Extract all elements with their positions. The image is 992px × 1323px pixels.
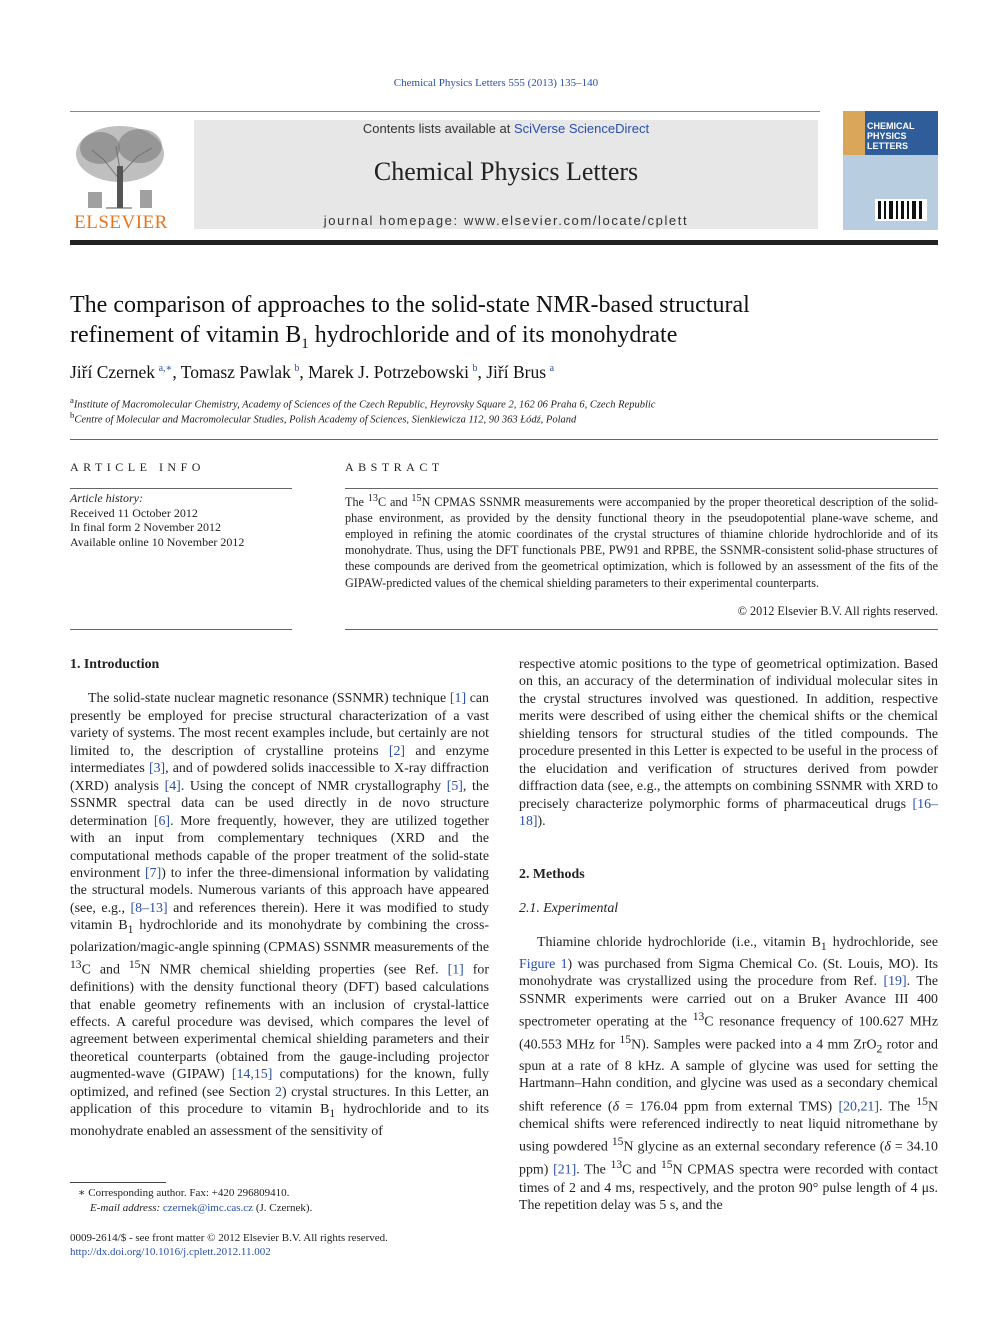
subsection-heading-experimental: 2.1. Experimental [519, 900, 619, 916]
cover-title: CHEMICAL PHYSICS LETTERS [867, 121, 915, 151]
sciencedirect-link[interactable]: SciVerse ScienceDirect [513, 121, 650, 136]
article-history [70, 491, 292, 549]
author-name[interactable]: Tomasz Pawlak [180, 362, 291, 382]
journal-homepage[interactable]: journal homepage: www.elsevier.com/locate/cplett [323, 213, 689, 228]
elsevier-tree-icon [70, 120, 172, 212]
section-heading-methods: 2. Methods [519, 866, 585, 882]
ref-link[interactable]: [8–13] [130, 900, 168, 916]
received-date: Received 11 October 2012 [70, 505, 198, 520]
ref-link[interactable]: [3] [148, 761, 166, 777]
abstract-heading: ABSTRACT [345, 460, 444, 474]
final-form-date: In final form 2 November 2012 [70, 520, 221, 534]
author-affiliation-mark[interactable]: a,∗ [158, 363, 173, 375]
contents-line [194, 121, 818, 136]
ref-link[interactable]: [7] [145, 865, 162, 881]
email-line: E-mail address: czernek@imc.cas.cz (J. Czernek). [90, 1202, 313, 1214]
header-top-rule [70, 111, 820, 112]
article-title [70, 290, 930, 359]
section-heading-introduction: 1. Introduction [70, 657, 160, 672]
ref-link[interactable]: [21] [553, 1163, 577, 1179]
footnote-rule [70, 1182, 166, 1183]
ref-link[interactable]: [19] [883, 974, 907, 990]
publication-info [70, 1231, 490, 1259]
ref-link[interactable]: [6] [153, 813, 171, 829]
author-affiliation-mark[interactable]: a [549, 363, 555, 375]
ref-link[interactable]: [16–18] [519, 796, 938, 830]
journal-name: Chemical Physics Letters [373, 157, 639, 186]
ref-link[interactable]: [1] [447, 962, 464, 978]
journal-cover-thumbnail[interactable] [843, 111, 938, 230]
divider [345, 488, 938, 489]
ref-link[interactable]: [20,21] [838, 1099, 879, 1115]
author-list: Jiří Czernek $^{a,∗}$, Tomasz Pawlak $^b$, Marek J. Potrzebowski $^b$, Jiří Brus $^a$ [70, 362, 555, 382]
author-affiliation-mark[interactable]: b [294, 363, 300, 375]
abstract-body: The $^{13}$C and $^{15}$N CPMAS SSNMR measurements were accompanied by the proper theoretical description of the solid-phase environment, as provided by the density functional theory in the pseudopotential plane-wave scheme, and employed in refining the atomic coordinates of the crystal structures of thiamine chloride hydrochloride and of its monohydrate. Thus, using the DFT functionals PBE, PW91 and RPBE, the SSNMR-consistent solid-phase structures of these compounds are derived from the geometrical optimization, which is followed by an assessment of the fits of the GIPAW-predicted values of the chemical shielding parameters to their experimental counterparts. [345, 493, 939, 590]
history-label: Article history: [70, 491, 143, 505]
intro-paragraph: The solid-state nuclear magnetic resonance (SSNMR) technique [1] can presently be employed for precise structural characterization of a vast variety of systems. The most recent examples include, but certainly are not limited to, the description of crystalline proteins [2] and enzyme intermediates [3], and of powdered solids inaccessible to X-ray diffraction (XRD) analysis [4]. Using the concept of NMR crystallography [5], the SSNMR spectral data can be used directly in de novo structure determination [6]. More frequently, however, they are utilized together with an input from complementary techniques (XRD and the computational methods capable of the proper treatment of the solid-state environment [7]) to infer the three-dimensional information by validating the structural models. Numerous variants of this approach have appeared (see, e.g., [8–13] and references therein). Here it was modified to study vitamin $B_1$ hydrochloride and its monohydrate by combining the cross-polarization/magic-angle spinning (CPMAS) SSNMR measurements of the $^{13}$C and $^{15}$N NMR chemical shielding properties (see Ref. [1] for definitions) with the density functional theory (DFT) based calculations that enable geometry refinements with an inclusion of crystal-lattice effects. A careful procedure was devised, which compares the level of agreement between experimental chemical shielding parameters and their theoretical counterparts (obtained from the gauge-including projector augmented-wave (GIPAW) [14,15] computations) for the known, fully optimized, and refined (see Section 2) crystal structures. In this Letter, an application of this procedure to vitamin $B_1$ hydrochloride and to its monohydrate enabled an assessment of the sensitivity of [70, 691, 490, 1139]
body-column-left [70, 656, 489, 1140]
elsevier-wordmark: ELSEVIER [74, 212, 168, 233]
affiliation-b: $^b$Centre of Molecular and Macromolecular Studies, Polish Academy of Sciences, Sienkiewicza 112, 90 363 Łódź, Poland [70, 410, 577, 426]
divider [70, 488, 292, 489]
cover-barcode-icon [875, 191, 927, 221]
divider [70, 439, 938, 440]
header-bottom-bar [70, 240, 938, 245]
online-date: Available online 10 November 2012 [70, 534, 245, 549]
author-name[interactable]: Marek J. Potrzebowski [308, 362, 469, 382]
ref-link[interactable]: [1] [449, 691, 467, 707]
corresponding-author-footnote [70, 1186, 490, 1216]
affiliation-a: $^a$Institute of Macromolecular Chemistry, Academy of Sciences of the Czech Republic, Heyrovsky Square 2, 162 06 Praha 6, Czech Republic [70, 395, 656, 411]
doi-link[interactable]: http://dx.doi.org/10.1016/j.cplett.2012.11.002 [70, 1246, 271, 1258]
experimental-paragraph: Thiamine chloride hydrochloride (i.e., vitamin $B_1$ hydrochloride, see Figure 1) was purchased from Sigma Chemical Co. (St. Louis, MO). Its monohydrate was crystallized using the procedure from Ref. [19]. The SSNMR experiments were carried out on a Bruker Avance III 400 spectrometer operating at the $^{13}$C resonance frequency of 100.627 MHz (40.553 MHz for $^{15}$N). Samples were packed into a 4 mm ZrO$_2$ rotor and spun at a rate of 8 kHz. A sample of glycine was used for setting the Hartmann–Hahn condition, and glycine was used as a secondary chemical shift reference (δ = 176.04 ppm from external TMS) [20,21]. The $^{15}$N chemical shifts were referenced indirectly to neat liquid nitromethane by using powdered $^{15}$N glycine as an external secondary reference (δ = 34.10 ppm) [21]. The $^{13}$C and $^{15}$N CPMAS spectra were recorded with contact times of 2 and 4 ms, respectively, and the proton 90° pulse length of 4 μs. The repetition delay was 5 s, and the [519, 935, 939, 1214]
intro-paragraph-continued: respective atomic positions to the type of geometrical optimization. Based on this, an accuracy of the determination of individual molecular sites in the crystal structures involved was questioned. In addition, respective merits were described of using either the chemical shifts or the chemical shielding tensors for structural studies of the titled compounds. The procedure presented in this Letter is expected to be useful in the process of the elucidation and verification of structures derived from powder diffraction data (see, e.g., the attempts on combining SSNMR with XRD to precisely characterize polymorphic forms of pharmaceutical drugs [16–18]). [519, 657, 938, 830]
section-link[interactable]: 2 [275, 1084, 282, 1100]
author-affiliation-mark[interactable]: b [472, 363, 478, 375]
journal-citation[interactable]: Chemical Physics Letters 555 (2013) 135–140 [393, 77, 599, 89]
title-line-1: The comparison of approaches to the solid-state NMR-based structural [70, 292, 750, 318]
figure-link[interactable]: Figure 1 [519, 956, 568, 972]
divider [345, 629, 938, 630]
article-info-heading: ARTICLE INFO [70, 460, 205, 474]
ref-link[interactable]: [14,15] [231, 1067, 273, 1083]
corresponding-author-note: ∗ Corresponding author. Fax: +420 296809410. [78, 1187, 290, 1199]
elsevier-logo[interactable] [70, 120, 172, 232]
contents-prefix: Contents lists available at [362, 121, 514, 136]
author-name[interactable]: Jiří Brus [486, 362, 547, 382]
body-column-right [519, 656, 938, 1214]
ref-link[interactable]: [5] [446, 778, 463, 794]
divider [70, 629, 292, 630]
email-link[interactable]: czernek@imc.cas.cz [162, 1202, 254, 1214]
ref-link[interactable]: [2] [388, 743, 406, 759]
issn-line: 0009-2614/$ - see front matter © 2012 Elsevier B.V. All rights reserved. [70, 1232, 388, 1244]
title-line-2: refinement of vitamin $B_1$ hydrochloride and of its monohydrate [70, 322, 678, 352]
author-name[interactable]: Jiří Czernek [70, 362, 156, 382]
ref-link[interactable]: [4] [164, 778, 181, 794]
copyright-notice: © 2012 Elsevier B.V. All rights reserved. [737, 604, 938, 618]
